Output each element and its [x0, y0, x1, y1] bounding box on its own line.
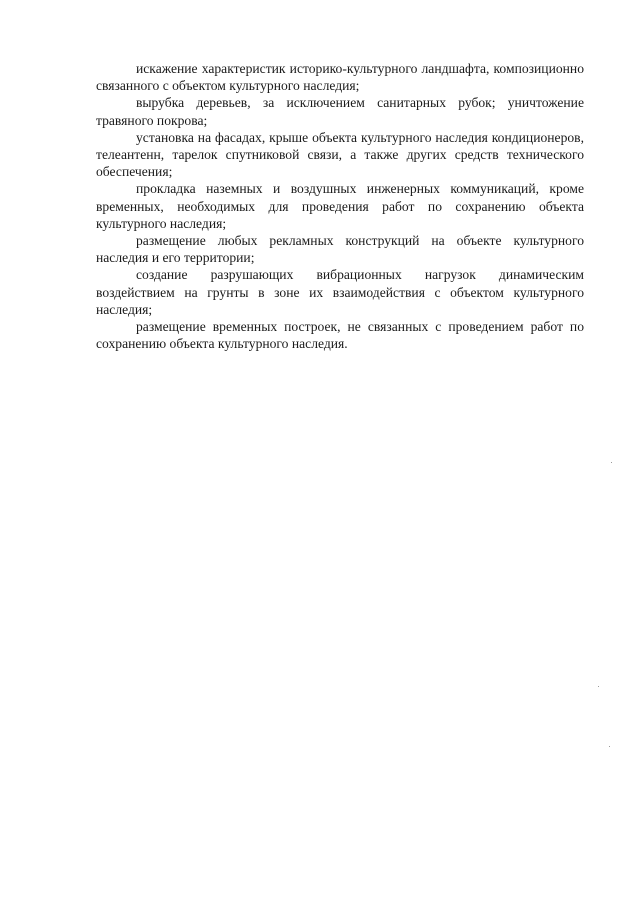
paragraph-advertising: размещение любых рекламных конструкций на объекте культурного наследия и его территории;: [96, 233, 584, 266]
paragraph-landscape: искажение характеристик историко-культурного ландшафта, композиционно связанного с объектом культурного наследия;: [96, 61, 584, 94]
document-body: [96, 60, 584, 352]
paragraph-vibration-loads: создание разрушающих вибрационных нагрузок динамическим воздействием на грунты в зоне их взаимодействия с объектом культурного наследия;: [96, 267, 584, 317]
paragraph-tree-felling: вырубка деревьев, за исключением санитарных рубок; уничтожение травяного покрова;: [96, 95, 584, 128]
scan-speck: [598, 686, 599, 687]
paragraph-facade-equipment: установка на фасадах, крыше объекта культурного наследия кондиционеров, телеантенн, тарелок спутниковой связи, а также других средств технического обеспечения;: [96, 129, 584, 180]
scan-speck: [609, 746, 610, 747]
paragraph-utilities: прокладка наземных и воздушных инженерных коммуникаций, кроме временных, необходимых для проведения работ по сохранению объекта культурного наследия;: [96, 181, 584, 231]
paragraph-temporary-buildings: размещение временных построек, не связанных с проведением работ по сохранению объекта культурного наследия.: [96, 319, 584, 352]
scan-speck: [611, 462, 612, 463]
